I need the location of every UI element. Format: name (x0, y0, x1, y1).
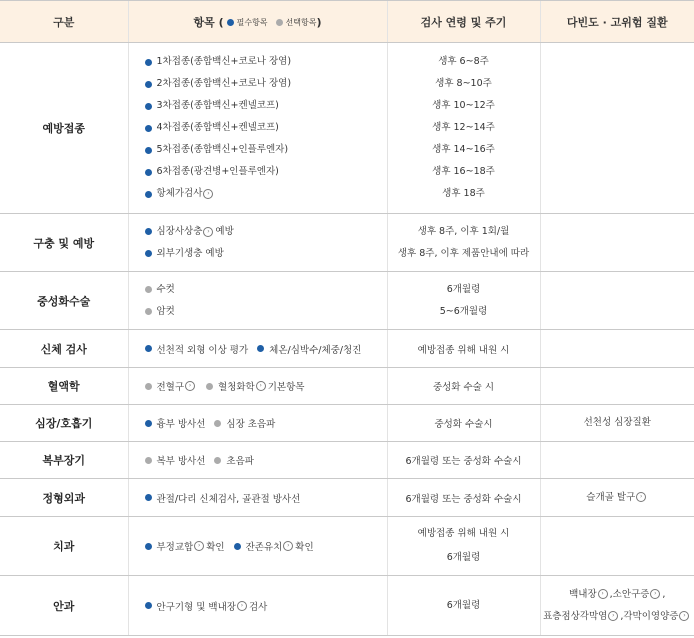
row-items (128, 330, 387, 368)
checkup-item-suffix: 기본항목 (267, 382, 305, 393)
checkup-item-label: 암컷 (156, 305, 175, 317)
checkup-item (145, 453, 206, 467)
row-category: 심장/호흡기 (0, 405, 128, 442)
row-rare-disease (540, 368, 694, 405)
row-age (387, 330, 540, 368)
age-line: 6개월령 (446, 283, 481, 295)
checkup-item-label: 2차접종(종합백신+코로나 장염) (156, 78, 292, 89)
checkup-item-label: 흉부 방사선 (156, 419, 206, 430)
row-items (128, 43, 387, 214)
checkup-item (145, 416, 206, 430)
table-row (0, 272, 694, 330)
rare-disease-label: 표층점상각막염 (543, 610, 608, 622)
row-category: 중성화수술 (0, 272, 128, 330)
checkup-item (145, 539, 225, 553)
required-dot-icon (145, 169, 152, 176)
age-line: 6개월령 또는 중성화 수술시 (405, 456, 522, 467)
age-line: 6개월령 (446, 552, 481, 563)
checkup-item-label: 1차접종(종합백신+코로나 장염) (156, 56, 292, 67)
age-line: 생후 14~16주 (432, 144, 495, 155)
item-line (145, 416, 387, 430)
age-line: 생후 16~18주 (432, 166, 495, 177)
separator: , (609, 588, 613, 600)
required-dot-icon (145, 125, 152, 132)
age-line: 예방접종 위해 내원 시 (417, 344, 510, 356)
checkup-item-label: 안구기형 및 백내장 (156, 601, 236, 613)
checkup-item-label: 부정교합 (156, 542, 194, 553)
info-circle-icon[interactable]: › (598, 589, 608, 599)
checkup-item (145, 95, 279, 117)
info-circle-icon[interactable]: › (608, 611, 618, 621)
checkup-item (145, 183, 216, 205)
checkup-item (214, 453, 254, 467)
row-rare-disease (540, 43, 694, 214)
rare-line (541, 584, 694, 606)
item-line (145, 342, 387, 356)
optional-dot-icon (145, 286, 152, 293)
rare-line: 선천성 심장질환 (583, 417, 651, 428)
optional-dot-icon (145, 383, 152, 390)
required-dot-icon (145, 81, 152, 88)
row-age (387, 368, 540, 405)
checkup-item (214, 416, 275, 430)
item-line (145, 301, 387, 323)
header-paren-close: ) (316, 15, 322, 29)
required-dot-icon (145, 191, 152, 198)
optional-dot-icon (214, 457, 221, 464)
row-rare-disease (540, 214, 694, 272)
rare-disease-label: 각막이영양증 (623, 610, 679, 622)
legend-optional (276, 17, 317, 28)
row-age (387, 405, 540, 442)
row-rare-disease (540, 272, 694, 330)
required-dot-icon (145, 250, 152, 257)
required-dot-icon (145, 59, 152, 66)
checkup-item-label: 전혈구 (156, 382, 185, 393)
item-line (145, 491, 387, 505)
row-items (128, 272, 387, 330)
age-line: 생후 8주, 이후 제품안내에 따라 (397, 247, 530, 259)
separator: , (662, 588, 666, 600)
required-dot-icon (145, 543, 152, 550)
age-line: 생후 8주, 이후 1회/월 (417, 225, 510, 237)
item-line (145, 453, 387, 467)
row-category: 신체 검사 (0, 330, 128, 368)
table-row (0, 517, 694, 576)
rare-disease-label: 소안구증 (612, 588, 650, 600)
row-age (387, 272, 540, 330)
checkup-item-label: 4차접종(종합백신+켄넬코프) (156, 122, 279, 133)
age-line: 6개월령 또는 중성화 수술시 (405, 493, 522, 505)
header-items-title: 항목 (193, 15, 215, 29)
checkup-item (145, 279, 175, 301)
table-row (0, 442, 694, 479)
age-line: 생후 6~8주 (438, 56, 489, 67)
info-circle-icon[interactable]: › (237, 601, 247, 611)
age-line: 생후 18주 (442, 188, 485, 199)
table-header-row (0, 1, 694, 43)
required-dot-icon (145, 103, 152, 110)
row-age (387, 214, 540, 272)
row-category: 혈액학 (0, 368, 128, 405)
checkup-item-label: 항체가검사 (156, 188, 203, 199)
rare-disease-label: 백내장 (569, 588, 597, 600)
info-circle-icon[interactable]: › (194, 541, 204, 551)
age-line: 중성화 수술 시 (432, 382, 495, 393)
row-rare-disease (540, 330, 694, 368)
checkup-item (145, 51, 292, 73)
row-items (128, 442, 387, 479)
required-dot-icon (227, 19, 234, 26)
info-circle-icon[interactable]: › (650, 589, 660, 599)
checkup-item (145, 161, 279, 183)
checkup-item-suffix: 검사 (248, 601, 268, 613)
checkup-item (145, 342, 249, 356)
required-dot-icon (145, 345, 152, 352)
row-items (128, 214, 387, 272)
row-category: 정형외과 (0, 479, 128, 517)
info-circle-icon[interactable]: › (679, 611, 689, 621)
age-line: 중성화 수술시 (434, 419, 493, 430)
table-row (0, 214, 694, 272)
row-age (387, 479, 540, 517)
header-category: 구분 (0, 1, 128, 43)
checkup-item (145, 73, 292, 95)
header-paren-open: ( (218, 15, 224, 29)
checkup-item (206, 379, 304, 393)
checkup-item-label: 혈청화학 (218, 382, 255, 393)
row-rare-disease (540, 517, 694, 576)
rare-line (541, 606, 694, 628)
header-age: 검사 연령 및 주기 (387, 1, 540, 43)
row-rare-disease (540, 405, 694, 442)
required-dot-icon (234, 543, 241, 550)
table-row (0, 576, 694, 636)
row-age (387, 576, 540, 636)
table-row (0, 43, 694, 214)
checkup-item (145, 117, 279, 139)
table-row (0, 405, 694, 442)
checkup-item (145, 301, 175, 323)
required-dot-icon (145, 494, 152, 501)
table-row (0, 479, 694, 517)
checkup-item-label: 심장사상충 (156, 225, 203, 237)
item-line (145, 183, 387, 205)
row-age (387, 517, 540, 576)
row-items (128, 517, 387, 576)
checkup-item (145, 379, 198, 393)
row-category: 안과 (0, 576, 128, 636)
item-line (145, 51, 387, 73)
row-rare-disease (540, 479, 694, 517)
item-line (145, 599, 387, 613)
checkup-item-suffix: 확인 (206, 542, 225, 553)
table-row (0, 330, 694, 368)
info-circle-icon[interactable]: › (185, 381, 195, 391)
legend-required-label: 필수항목 (236, 17, 268, 27)
row-age (387, 442, 540, 479)
item-line (145, 379, 387, 393)
checkup-item (145, 243, 224, 265)
info-circle-icon[interactable]: › (203, 189, 213, 199)
checkup-item-label: 수컷 (156, 283, 175, 295)
checkup-item-label: 관절/다리 신체검사, 골관절 방사선 (156, 493, 301, 505)
rare-disease-label: 슬개골 탈구 (586, 491, 636, 503)
checkup-item (234, 539, 314, 553)
required-dot-icon (145, 228, 152, 235)
checkup-item-label: 6차접종(광견병+인플루엔자) (156, 166, 279, 177)
checkup-item-label: 잔존유치 (245, 542, 283, 553)
age-line: 생후 12~14주 (432, 122, 495, 133)
header-rare-disease: 다빈도 · 고위험 질환 (540, 1, 694, 43)
info-circle-icon[interactable]: › (283, 541, 293, 551)
required-dot-icon (145, 602, 152, 609)
checkup-item-label: 초음파 (226, 456, 254, 467)
checkup-item (145, 221, 234, 243)
row-items (128, 368, 387, 405)
row-items (128, 479, 387, 517)
row-age (387, 43, 540, 214)
checkup-item-label: 체온/심박수/체중/청진 (269, 344, 362, 356)
item-line (145, 539, 387, 553)
checkup-item-label: 심장 초음파 (226, 419, 276, 430)
item-line (145, 95, 387, 117)
age-line: 생후 10~12주 (432, 100, 495, 111)
row-items (128, 405, 387, 442)
checkup-item-suffix: 확인 (295, 542, 314, 553)
required-dot-icon (145, 147, 152, 154)
checkup-item (145, 139, 289, 161)
checkup-item (145, 599, 268, 613)
checkup-item-label: 3차접종(종합백신+켄넬코프) (156, 100, 279, 111)
item-line (145, 117, 387, 139)
age-line: 5~6개월령 (439, 305, 488, 317)
item-line (145, 279, 387, 301)
optional-dot-icon (145, 308, 152, 315)
item-line (145, 221, 387, 243)
item-line (145, 73, 387, 95)
separator: , (620, 610, 624, 622)
table-row (0, 368, 694, 405)
rare-line (541, 487, 694, 509)
checkup-item-label: 선천적 외형 이상 평가 (156, 344, 249, 356)
optional-dot-icon (214, 420, 221, 427)
item-line (145, 161, 387, 183)
checkup-item (257, 342, 361, 356)
age-line: 6개월령 (446, 599, 481, 611)
optional-dot-icon (276, 19, 283, 26)
required-dot-icon (145, 420, 152, 427)
row-items (128, 576, 387, 636)
legend-optional-label: 선택항목 (285, 17, 317, 27)
checkup-item-label: 외부기생충 예방 (156, 247, 224, 259)
optional-dot-icon (145, 457, 152, 464)
age-line: 생후 8~10주 (435, 78, 492, 89)
info-circle-icon[interactable]: › (256, 381, 266, 391)
age-line: 예방접종 위해 내원 시 (417, 528, 510, 539)
header-items (128, 1, 387, 43)
checkup-item-label: 5차접종(종합백신+인플루엔자) (156, 144, 289, 155)
row-category: 구충 및 예방 (0, 214, 128, 272)
required-dot-icon (257, 345, 264, 352)
item-line (145, 243, 387, 265)
row-category: 예방접종 (0, 43, 128, 214)
row-rare-disease (540, 442, 694, 479)
info-circle-icon[interactable]: › (203, 227, 213, 237)
info-circle-icon[interactable]: › (636, 492, 646, 502)
row-rare-disease (540, 576, 694, 636)
item-line (145, 139, 387, 161)
legend-required (227, 17, 268, 28)
row-category: 복부장기 (0, 442, 128, 479)
checkup-item (145, 491, 301, 505)
checkup-item-label: 복부 방사선 (156, 456, 206, 467)
checkup-item-suffix: 예방 (215, 225, 234, 237)
row-category: 치과 (0, 517, 128, 576)
optional-dot-icon (206, 383, 213, 390)
